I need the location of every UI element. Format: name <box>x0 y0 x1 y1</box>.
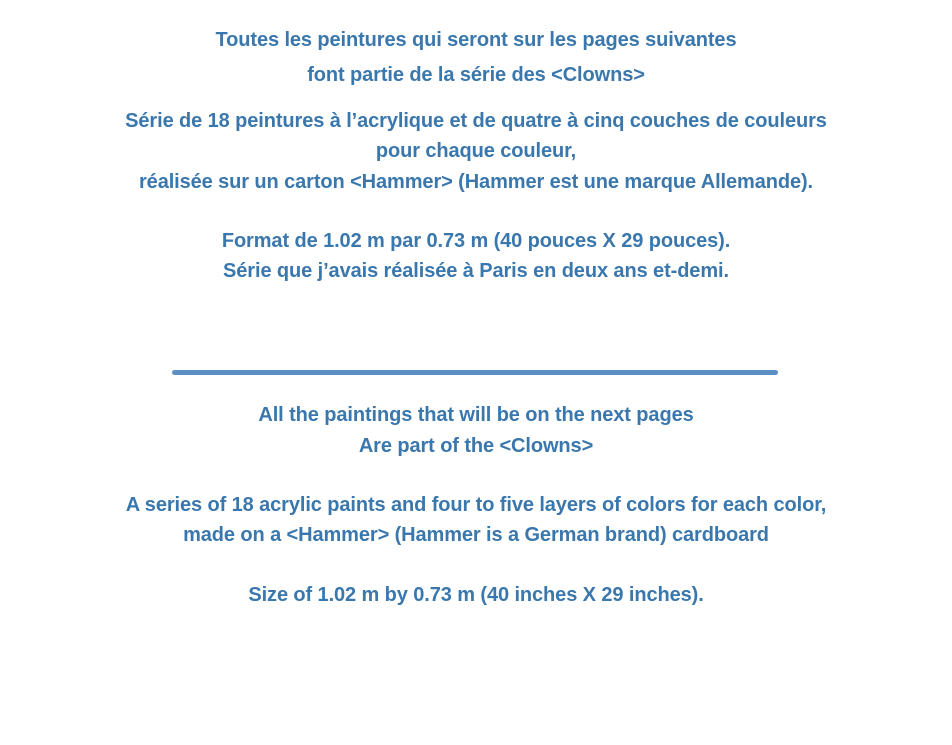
english-line-3: A series of 18 acrylic paints and four to five layers of colors for each color, <box>125 494 827 516</box>
english-line-5: Size of 1.02 m by 0.73 m (40 inches X 29 inches). <box>248 584 704 606</box>
french-line-7: Série que j’avais réalisée à Paris en deux ans et-demi. <box>223 260 729 282</box>
section-divider <box>172 370 778 375</box>
french-line-5: réalisée sur un carton <Hammer> (Hammer est une marque Allemande). <box>138 171 814 193</box>
english-line-2: Are part of the <Clowns> <box>358 435 594 457</box>
french-line-6: Format de 1.02 m par 0.73 m (40 pouces X 29 pouces). <box>221 230 731 252</box>
french-line-1: Toutes les peintures qui seront sur les pages suivantes <box>215 29 737 51</box>
french-line-2: font partie de la série des <Clowns> <box>307 64 645 86</box>
english-line-1: All the paintings that will be on the next pages <box>258 404 694 426</box>
french-line-4: pour chaque couleur, <box>375 140 577 162</box>
french-line-3: Série de 18 peintures à l’acrylique et de quatre à cinq couches de couleurs <box>125 110 827 132</box>
english-line-4: made on a <Hammer> (Hammer is a German brand) cardboard <box>183 524 769 546</box>
